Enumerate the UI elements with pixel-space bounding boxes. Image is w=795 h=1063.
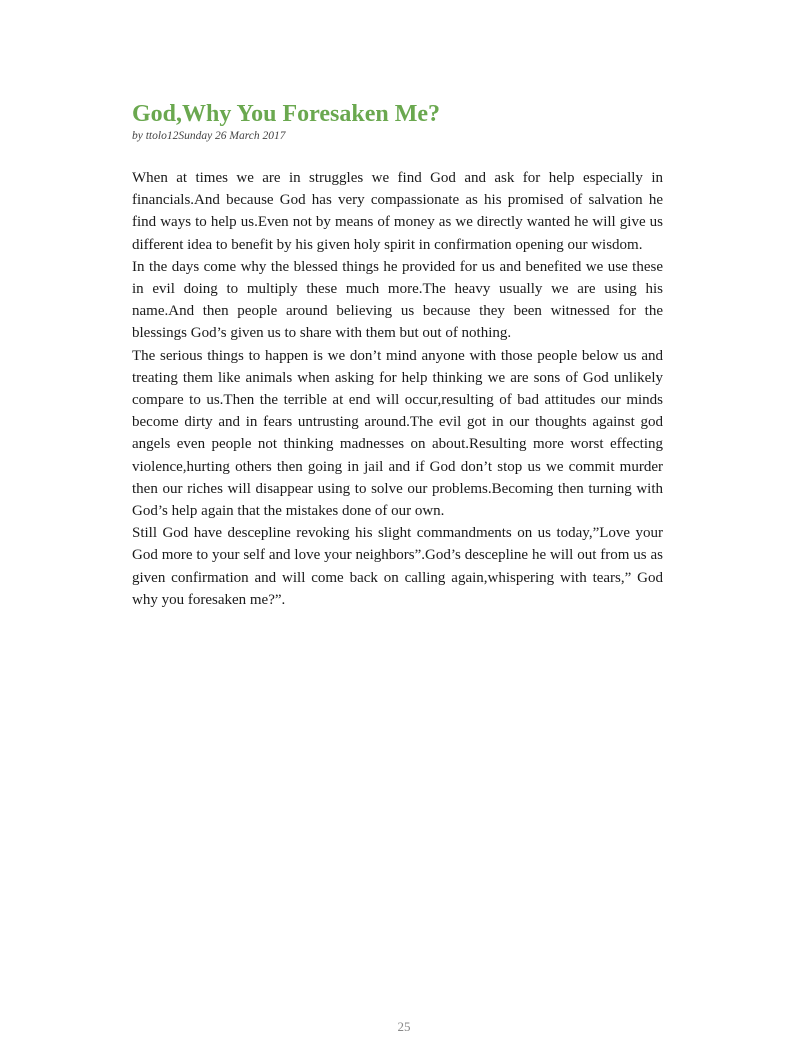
article-byline: by ttolo12Sunday 26 March 2017 xyxy=(132,130,286,142)
page-number: 25 xyxy=(397,1019,411,1034)
paragraph-4: Still God have descepline revoking his slight commandments on us today,”Love your God more to your self and love your neighbors”.God’s descepline he will out from us as given confirmation and will come back on calling again,whispering with tears,” God why you foresaken me?”. xyxy=(132,525,663,608)
paragraph-1: When at times we are in struggles we find God and ask for help especially in financials.And because God has very compassionate as his promised of salvation he find ways to help us.Even not by means of money as we directly wanted he will give us different idea to benefit by his given holy spirit in confirmation opening our wisdom. xyxy=(132,170,663,253)
article-title: God,Why You Foresaken Me? xyxy=(132,101,441,127)
paragraph-3: The serious things to happen is we don’t mind anyone with those people below us and treating them like animals when asking for help thinking we are sons of God unlikely compare to us.Then the terrible at end will occur,resulting of bad attitudes our minds become dirty and in fears untrusting around.The evil got in our thoughts against god angels even people not thinking madnesses on about.Resulting more worst effecting violence,hurting others then going in jail and if God don’t stop us we commit murder then our riches will disappear using to solve our problems.Becoming then turning with God’s help again that the mistakes done of our own. xyxy=(132,347,663,520)
paragraph-2: In the days come why the blessed things he provided for us and benefited we use these in evil doing to multiply these much more.The heavy usually we are using his name.And then people around believing us because they been witnessed for the blessings God’s given us to share with them but out of nothing. xyxy=(132,258,663,342)
article-body xyxy=(132,167,663,611)
